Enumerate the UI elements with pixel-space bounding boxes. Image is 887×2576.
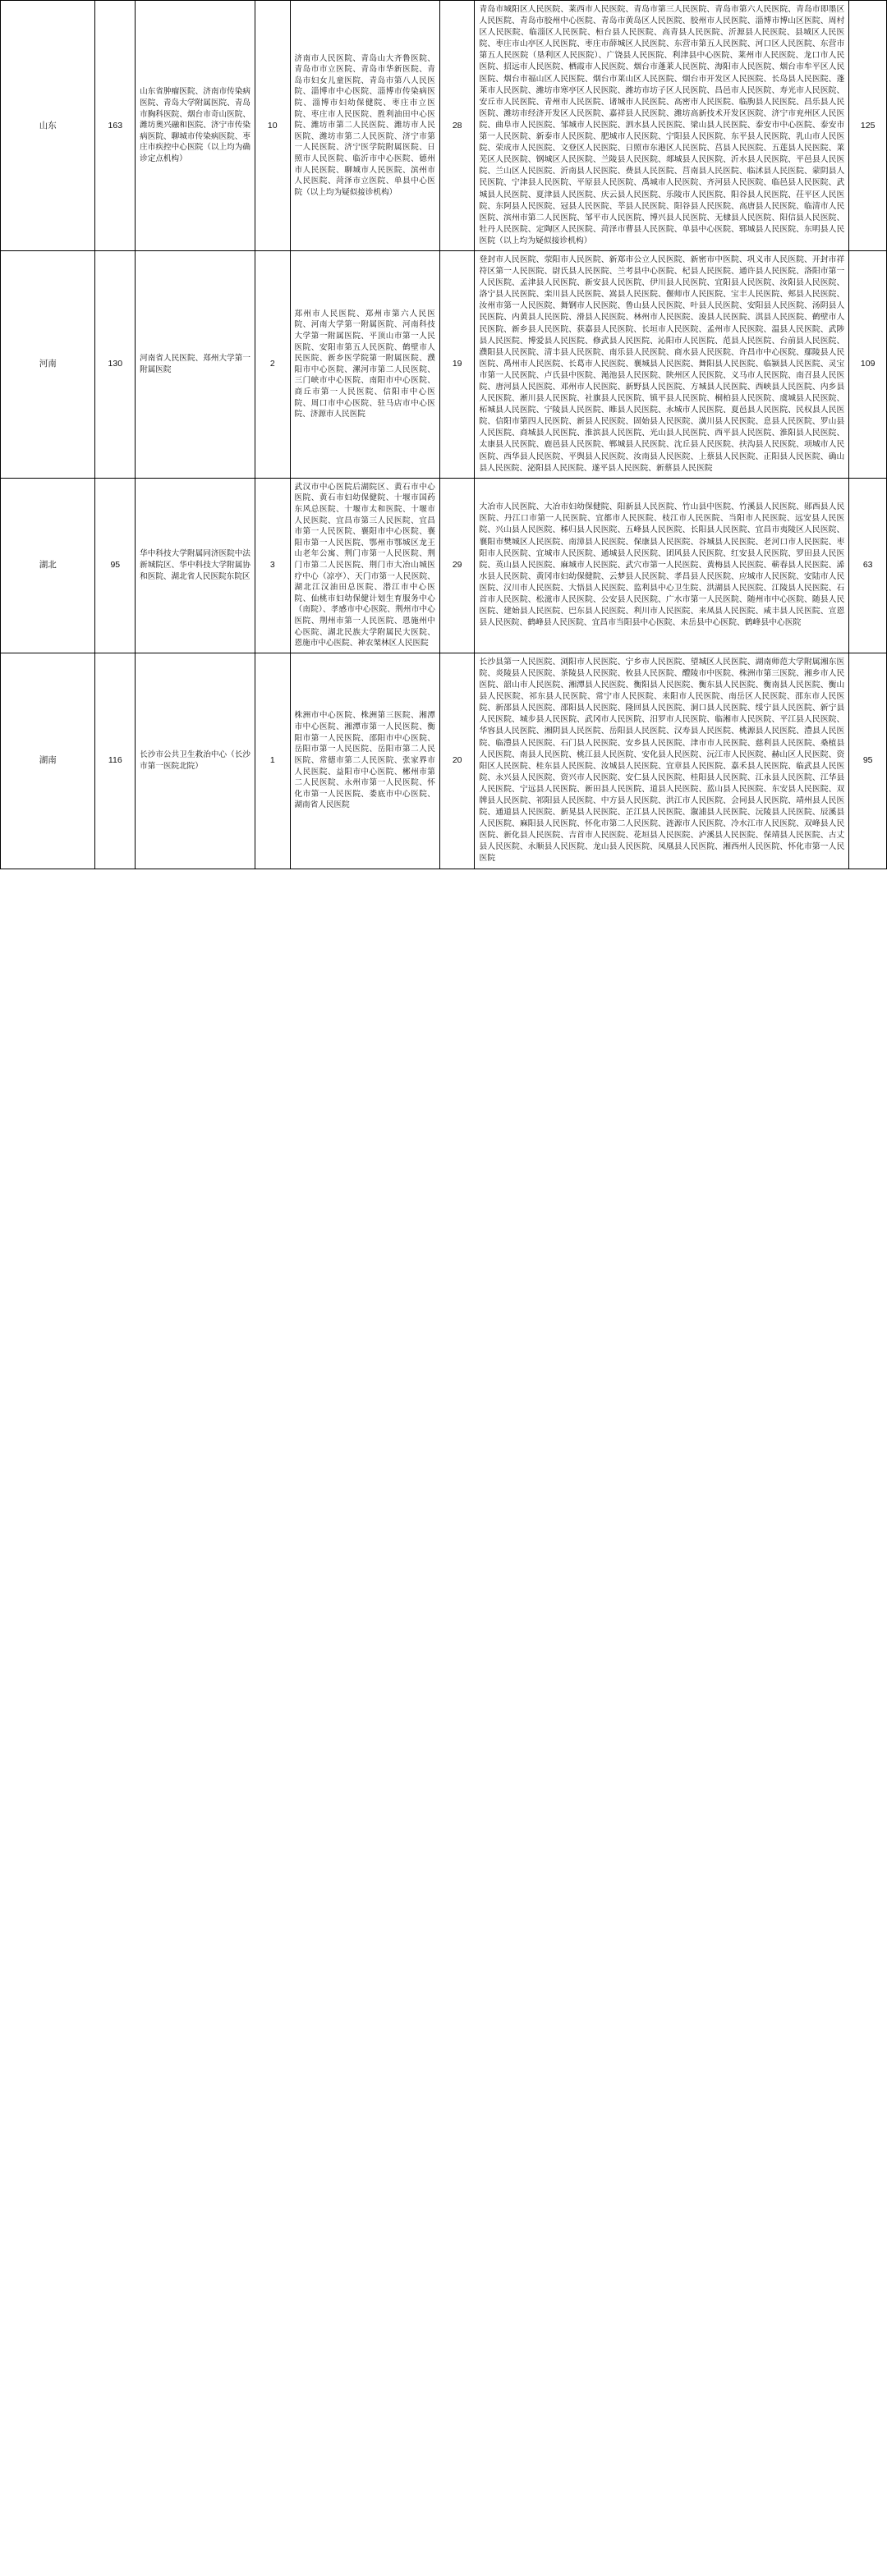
table-row xyxy=(1,1,887,251)
suspected-case-hospital-list: 济南市人民医院、青岛山大齐鲁医院、青岛市市立医院、青岛市华新医院、青岛市妇女儿童医院、青岛市第八人民医院、淄博市中心医院、淄博市传染病医院、淄博市妇幼保健院、枣庄市立医院、枣庄市人民医院、胜利油田中心医院、潍坊市第二人民医院、潍坊市人民医院、潍坊市第二人民医院、济宁市第一人民医院、济宁医学院附属医院、日照市人民医院、临沂市中心医院、德州市人民医院、聊城市人民医院、滨州市人民医院、菏泽市立医院、单县中心医院（以上均为疑似接诊机构） xyxy=(290,1,439,251)
designated-hospital-count: 1 xyxy=(255,653,291,869)
province-name: 湖北 xyxy=(1,478,95,653)
suspected-case-hospital-count: 28 xyxy=(439,1,475,251)
designated-hospital-count: 3 xyxy=(255,478,291,653)
table-row xyxy=(1,653,887,869)
suspected-case-hospital-list: 郑州市人民医院、郑州市第六人民医院、河南大学第一附属医院、河南科技大学第一附属医院、平顶山市第一人民医院、安阳市第五人民医院、鹤壁市人民医院、新乡医学院第一附属医院、濮阳市中心医院、漯河市第二人民医院、三门峡市中心医院、南阳市中心医院、商丘市第一人民医院、信阳市中心医院、周口市中心医院、驻马店市中心医院、济源市人民医院 xyxy=(290,250,439,478)
county-hospital-count: 109 xyxy=(849,250,887,478)
hospital-table xyxy=(0,0,887,869)
province-name: 山东 xyxy=(1,1,95,251)
province-total-count: 130 xyxy=(95,250,136,478)
designated-hospital-list: 山东省肿瘤医院、济南市传染病医院、青岛大学附属医院、青岛市胸科医院、烟台市奇山医院、潍坊奥兴融和医院、济宁市传染病医院、聊城市传染病医院、枣庄市疾控中心医院（以上均为确诊定点机构） xyxy=(136,1,255,251)
designated-hospital-count: 10 xyxy=(255,1,291,251)
province-name: 河南 xyxy=(1,250,95,478)
designated-hospital-list: 华中科技大学附属同济医院中法新城院区、华中科技大学附属协和医院、湖北省人民医院东院区 xyxy=(136,478,255,653)
suspected-case-hospital-list: 株洲市中心医院、株洲第三医院、湘潭市中心医院、湘潭市第一人民医院、衡阳市第一人民医院、邵阳市中心医院、岳阳市第一人民医院、岳阳市第二人民医院、常德市第二人民医院、张家界市人民医院、益阳市中心医院、郴州市第二人民医院、永州市第一人民医院、怀化市第一人民医院、娄底市中心医院、湖南省人民医院 xyxy=(290,653,439,869)
table-row xyxy=(1,478,887,653)
county-hospital-list: 青岛市城阳区人民医院、莱西市人民医院、青岛市第三人民医院、青岛市第六人民医院、青岛市即墨区人民医院、青岛市胶州中心医院、青岛市黄岛区人民医院、胶州市人民医院、淄博市博山区医院、周村区人民医院、临淄区人民医院、桓台县人民医院、高青县人民医院、沂源县人民医院、县城区人民医院、枣庄市山亭区人民医院、枣庄市薛城区人民医院、东营市第五人民医院、河口区人民医院、东营市第五人民医院（垦利区人民医院）、广饶县人民医院、利津县中心医院、莱州市人民医院、龙口市人民医院、招远市人民医院、栖霞市人民医院、烟台市蓬莱人民医院、海阳市人民医院、烟台市牟平区人民医院、烟台市福山区人民医院、烟台市莱山区人民医院、烟台市开发区人民医院、长岛县人民医院、蓬莱市人民医院、潍坊市寒亭区人民医院、潍坊市坊子区人民医院、昌邑市人民医院、寿光市人民医院、安丘市人民医院、青州市人民医院、诸城市人民医院、高密市人民医院、临朐县人民医院、昌乐县人民医院、潍坊市经济开发区人民医院、嘉祥县人民医院、潍坊高新技术开发区医院、济宁市兖州区人民医院、曲阜市人民医院、邹城市人民医院、泗水县人民医院、梁山县人民医院、泰安市中心医院、泰安市第一人民医院、新泰市人民医院、肥城市人民医院、宁阳县人民医院、东平县人民医院、乳山市人民医院、荣成市人民医院、文登区人民医院、日照市东港区人民医院、莒县人民医院、五莲县人民医院、莱芜区人民医院、钢城区人民医院、兰陵县人民医院、郯城县人民医院、沂水县人民医院、平邑县人民医院、兰山区人民医院、沂南县人民医院、费县人民医院、莒南县人民医院、临沭县人民医院、蒙阴县人民医院、宁津县人民医院、平原县人民医院、禹城市人民医院、齐河县人民医院、临邑县人民医院、武城县人民医院、夏津县人民医院、庆云县人民医院、乐陵市人民医院、阳谷县人民医院、茌平区人民医院、东阿县人民医院、冠县人民医院、莘县人民医院、阳谷县人民医院、高唐县人民医院、临清市人民医院、滨州市第二人民医院、邹平市人民医院、博兴县人民医院、无棣县人民医院、阳信县人民医院、牡丹人民医院、定陶区人民医院、菏泽市曹县人民医院、单县中心医院、郓城县人民医院、东明县人民医院（以上均为疑似接诊机构） xyxy=(475,1,849,251)
table-row xyxy=(1,250,887,478)
suspected-case-hospital-count: 20 xyxy=(439,653,475,869)
county-hospital-count: 63 xyxy=(849,478,887,653)
designated-hospital-list: 河南省人民医院、郑州大学第一附属医院 xyxy=(136,250,255,478)
suspected-case-hospital-count: 29 xyxy=(439,478,475,653)
county-hospital-count: 95 xyxy=(849,653,887,869)
suspected-case-hospital-list: 武汉市中心医院后湖院区、黄石市中心医院、黄石市妇幼保健院、十堰市国药东风总医院、十堰市太和医院、十堰市人民医院、宜昌市第三人民医院、宜昌市第一人民医院、襄阳市中心医院、襄阳市第一人民医院、鄂州市鄂城区龙王山老年公寓、荆门市第一人民医院、荆门市第二人民医院、荆门市大冶山城医疗中心（凉亭）、天门市第一人民医院、湖北江汉油田总医院、潜江市中心医院、仙桃市妇幼保健计划生育服务中心（南院）、孝感市中心医院、荆州市中心医院、荆州市第一人民医院、恩施州中心医院、湖北民族大学附属民大医院、恩施市中心医院、神农架林区人民医院 xyxy=(290,478,439,653)
designated-hospital-list: 长沙市公共卫生救治中心（长沙市第一医院北院） xyxy=(136,653,255,869)
designated-hospital-count: 2 xyxy=(255,250,291,478)
county-hospital-list: 登封市人民医院、荥阳市人民医院、新郑市公立人民医院、新密市中医院、巩义市人民医院、开封市祥符区第一人民医院、尉氏县人民医院、兰考县中心医院、杞县人民医院、通许县人民医院、洛阳市第一人民医院、孟津县人民医院、新安县人民医院、伊川县人民医院、宜阳县人民医院、汝阳县人民医院、洛宁县人民医院、栾川县人民医院、嵩县人民医院、偃师市人民医院、宝丰人民医院、郏县人民医院、汝州市第一人民医院、舞钢市人民医院、鲁山县人民医院、叶县人民医院、安阳县人民医院、汤阴县人民医院、内黄县人民医院、滑县人民医院、林州市人民医院、浚县人民医院、淇县人民医院、鹤壁市人民医院、新乡县人民医院、获嘉县人民医院、长垣市人民医院、孟州市人民医院、温县人民医院、武陟县人民医院、博爱县人民医院、修武县人民医院、沁阳市人民医院、范县人民医院、台前县人民医院、濮阳县人民医院、清丰县人民医院、南乐县人民医院、商水县人民医院、许昌市中心医院、鄢陵县人民医院、禹州市人民医院、长葛市人民医院、襄城县人民医院、舞阳县人民医院、临颍县人民医院、灵宝市第一人民医院、卢氏县中医院、渑池县人民医院、陕州区人民医院、义马市人民医院、南召县人民医院、唐河县人民医院、邓州市人民医院、新野县人民医院、方城县人民医院、西峡县人民医院、内乡县人民医院、淅川县人民医院、社旗县人民医院、镇平县人民医院、桐柏县人民医院、虞城县人民医院、柘城县人民医院、宁陵县人民医院、睢县人民医院、永城市人民医院、夏邑县人民医院、民权县人民医院、信阳市第四人民医院、新县人民医院、固始县人民医院、潢川县人民医院、息县人民医院、罗山县人民医院、商城县人民医院、淮滨县人民医院、光山县人民医院、西平县人民医院、淮阳县人民医院、太康县人民医院、鹿邑县人民医院、郸城县人民医院、沈丘县人民医院、扶沟县人民医院、项城市人民医院、西华县人民医院、平舆县人民医院、汝南县人民医院、上蔡县人民医院、正阳县人民医院、确山县人民医院、泌阳县人民医院、遂平县人民医院、新蔡县人民医院 xyxy=(475,250,849,478)
province-total-count: 163 xyxy=(95,1,136,251)
county-hospital-count: 125 xyxy=(849,1,887,251)
province-name: 湖南 xyxy=(1,653,95,869)
suspected-case-hospital-count: 19 xyxy=(439,250,475,478)
county-hospital-list: 大冶市人民医院、大冶市妇幼保健院、阳新县人民医院、竹山县中医院、竹溪县人民医院、郧西县人民医院、丹江口市第一人民医院、宜都市人民医院、枝江市人民医院、当阳市人民医院、远安县人民医院、兴山县人民医院、秭归县人民医院、五峰县人民医院、长阳县人民医院、宜昌市夷陵区人民医院、襄阳市樊城区人民医院、南漳县人民医院、保康县人民医院、谷城县人民医院、老河口市人民医院、枣阳市人民医院、宜城市人民医院、通城县人民医院、团风县人民医院、红安县人民医院、罗田县人民医院、英山县人民医院、麻城市人民医院、武穴市第一人民医院、黄梅县人民医院、蕲春县人民医院、浠水县人民医院、黄冈市妇幼保健院、云梦县人民医院、孝昌县人民医院、应城市人民医院、安陆市人民医院、汉川市人民医院、大悟县人民医院、监利县中心卫生院、洪湖县人民医院、江陵县人民医院、石首市人民医院、松滋市人民医院、公安县人民医院、广水市第一人民医院、随州市中心医院、随县人民医院、建始县人民医院、巴东县人民医院、利川市人民医院、来凤县人民医院、咸丰县人民医院、宣恩县人民医院、鹤峰县人民医院、宜昌市当阳县中心医院、未岳县中心医院、鹤峰县中心医院 xyxy=(475,478,849,653)
province-total-count: 95 xyxy=(95,478,136,653)
province-total-count: 116 xyxy=(95,653,136,869)
county-hospital-list: 长沙县第一人民医院、浏阳市人民医院、宁乡市人民医院、望城区人民医院、湖南师范大学附属湘东医院、炎陵县人民医院、茶陵县人民医院、攸县人民医院、醴陵市中医院、株洲市第三医院、湘乡市人民医院、韶山市人民医院、湘潭县人民医院、衡阳县人民医院、衡东县人民医院、衡南县人民医院、衡山县人民医院、祁东县人民医院、常宁市人民医院、耒阳市人民医院、南岳区人民医院、邵东市人民医院、新邵县人民医院、邵阳县人民医院、隆回县人民医院、洞口县人民医院、绥宁县人民医院、新宁县人民医院、城步县人民医院、武冈市人民医院、汨罗市人民医院、临湘市人民医院、平江县人民医院、华容县人民医院、湘阴县人民医院、岳阳县人民医院、汉寿县人民医院、桃源县人民医院、澧县人民医院、临澧县人民医院、石门县人民医院、安乡县人民医院、津市市人民医院、慈利县人民医院、桑植县人民医院、南县人民医院、桃江县人民医院、安化县人民医院、沅江市人民医院、赫山区人民医院、资阳区人民医院、桂东县人民医院、汝城县人民医院、宜章县人民医院、嘉禾县人民医院、临武县人民医院、永兴县人民医院、资兴市人民医院、安仁县人民医院、桂阳县人民医院、江永县人民医院、江华县人民医院、宁远县人民医院、新田县人民医院、道县人民医院、蓝山县人民医院、东安县人民医院、双牌县人民医院、祁阳县人民医院、中方县人民医院、洪江市人民医院、会同县人民医院、靖州县人民医院、通道县人民医院、新晃县人民医院、芷江县人民医院、溆浦县人民医院、沅陵县人民医院、辰溪县人民医院、麻阳县人民医院、怀化市第二人民医院、涟源市人民医院、冷水江市人民医院、双峰县人民医院、新化县人民医院、吉首市人民医院、花垣县人民医院、泸溪县人民医院、保靖县人民医院、古丈县人民医院、永顺县人民医院、龙山县人民医院、凤凰县人民医院、湘西州人民医院、怀化市第一人民医院 xyxy=(475,653,849,869)
